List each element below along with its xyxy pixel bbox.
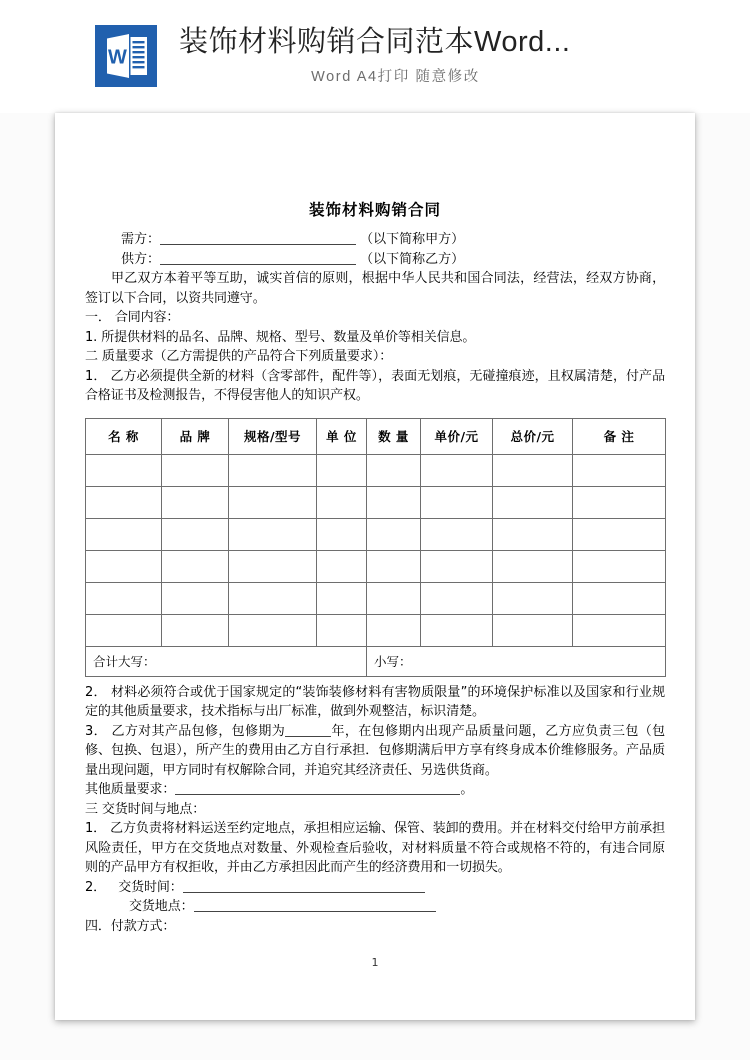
table-row[interactable] [86,614,666,646]
table-cell[interactable] [421,550,493,582]
table-cell[interactable] [317,550,367,582]
table-row[interactable] [86,518,666,550]
table-cell[interactable] [493,454,573,486]
table-cell[interactable] [367,454,421,486]
document-page-1 [55,113,695,1020]
goods-table [85,418,666,677]
table-cell[interactable] [573,550,666,582]
table-cell[interactable] [367,550,421,582]
table-cell[interactable] [421,518,493,550]
table-cell[interactable] [421,486,493,518]
other-quality-label: 其他质量要求： [85,782,176,797]
table-cell[interactable] [493,582,573,614]
table-cell[interactable] [162,486,229,518]
document-preview-area [0,113,750,1060]
table-cell[interactable] [421,582,493,614]
table-cell[interactable] [229,582,317,614]
section-2-item-1: 1． 乙方必须提供全新的材料（含零部件，配件等），表面无划痕，无碰撞痕迹，且权属清楚，付产品合格证书及检测报告，不得侵害他人的知识产权。 [85,368,665,403]
supplier-input-line[interactable] [160,251,356,265]
section-1-heading: 一． 合同内容： [85,310,180,325]
table-cell[interactable] [162,550,229,582]
table-cell[interactable] [573,582,666,614]
table-cell[interactable] [573,454,666,486]
table-header-unit-price: 单价/元 [421,418,493,454]
table-row[interactable] [86,486,666,518]
table-row[interactable] [86,550,666,582]
table-cell[interactable] [229,614,317,646]
table-cell[interactable] [573,518,666,550]
section-3-heading: 三 交货时间与地点： [85,801,206,817]
table-cell[interactable] [162,454,229,486]
table-cell[interactable] [229,454,317,486]
delivery-time-label: 交货时间： [118,879,183,895]
warranty-years-input-line[interactable] [285,724,331,737]
table-header-unit: 单 位 [317,418,367,454]
table-cell[interactable] [493,518,573,550]
table-header-quantity: 数 量 [367,418,421,454]
contract-title: 装饰材料购销合同 [308,201,441,219]
page-title: 装饰材料购销合同范本Word... [179,26,571,58]
table-header-total-price: 总价/元 [493,418,573,454]
section-4-heading: 四．付款方式： [85,918,176,934]
table-cell[interactable] [573,486,666,518]
preview-header [0,0,750,113]
delivery-time-row [85,878,665,898]
other-quality-row [85,780,665,800]
section-3-item-2-number: 2． [85,879,107,895]
table-cell[interactable] [86,454,162,486]
warranty-text-after: 年，在包修期内出现产品质量问题，乙方应负责三包（包修、包换、包退），所产生的费用由乙方自行承担．包修期满后甲方享有终身成本价维修服务。产品质量出现问题，甲方同时有权解除合同，并追究其经济责任、另选供货商。 [85,723,665,778]
table-cell[interactable] [493,614,573,646]
section-3-item-1: 1． 乙方负责将材料运送至约定地点，承担相应运输、保管、装卸的费用。并在材料交付给甲方前承担风险责任，甲方在交货地点对数量、外观检查后验收，对材料质量不符合或规格不符的，有违合同原则的产品甲方有权拒收，并由乙方承担因此而产生的经济费用和一切损失。 [85,821,665,875]
section-2-item-2: 2． 材料必须符合或优于国家规定的“装饰装修材料有害物质限量”的环境保护标准以及国家和行业规定的其他质量要求，技术指标与出厂标准，做到外观整洁，标识清楚。 [85,684,665,719]
svg-text:W: W [108,46,127,69]
table-cell[interactable] [317,454,367,486]
table-cell[interactable] [162,518,229,550]
table-cell[interactable] [367,582,421,614]
supplier-label: 供方： [121,251,161,267]
delivery-place-input-line[interactable] [194,899,436,912]
supplier-note: （以下简称乙方） [360,251,465,267]
section-1-item-1: 1. 所提供材料的品名、品牌、规格、型号、数量及单价等相关信息。 [85,329,476,345]
table-header-remark: 备 注 [573,418,666,454]
table-cell[interactable] [229,550,317,582]
table-row[interactable] [86,582,666,614]
table-cell[interactable] [421,454,493,486]
total-amount-words-cell[interactable]: 合计大写： [86,646,367,676]
table-body [86,454,666,676]
table-cell[interactable] [162,582,229,614]
other-quality-suffix: 。 [460,782,474,797]
table-cell[interactable] [86,486,162,518]
table-cell[interactable] [493,486,573,518]
demander-label: 需方： [121,232,161,247]
table-header-spec: 规格/型号 [229,418,317,454]
warranty-text-before: 3． 乙方对其产品包修，包修期为 [85,723,286,739]
other-quality-input-line[interactable] [175,782,460,795]
table-cell[interactable] [493,550,573,582]
table-cell[interactable] [573,614,666,646]
table-header-row [86,418,666,454]
table-cell[interactable] [367,614,421,646]
table-header-name: 名 称 [86,418,162,454]
table-cell[interactable] [162,614,229,646]
table-cell[interactable] [86,518,162,550]
table-cell[interactable] [367,518,421,550]
delivery-place-label: 交货地点： [129,899,194,914]
table-header-brand: 品 牌 [162,418,229,454]
table-cell[interactable] [317,486,367,518]
table-cell[interactable] [317,582,367,614]
table-row[interactable] [86,454,666,486]
table-cell[interactable] [86,614,162,646]
table-cell[interactable] [86,582,162,614]
total-amount-figures-cell[interactable]: 小写： [367,646,666,676]
delivery-place-row [85,897,665,917]
table-total-row[interactable] [86,646,666,676]
section-2-heading: 二 质量要求（乙方需提供的产品符合下列质量要求）： [85,349,393,364]
word-file-icon [95,25,157,87]
demander-note: （以下简称甲方） [360,232,465,247]
table-cell[interactable] [421,614,493,646]
demander-input-line[interactable] [160,231,356,245]
table-cell[interactable] [86,550,162,582]
delivery-time-input-line[interactable] [183,880,425,893]
page-subtitle: Word A4打印 随意修改 [311,69,480,85]
table-cell[interactable] [317,518,367,550]
table-cell[interactable] [229,486,317,518]
supplier-field-row [121,250,665,270]
preamble-paragraph: 甲乙双方本着平等互助，诚实首信的原则，根据中华人民共和国合同法，经营法，经双方协商，签订以下合同，以资共同遵守。 [85,271,665,306]
section-2-item-3 [85,722,665,781]
page-number: 1 [371,956,379,969]
demander-field-row [121,230,665,250]
table-cell[interactable] [229,518,317,550]
table-cell[interactable] [317,614,367,646]
table-cell[interactable] [367,486,421,518]
